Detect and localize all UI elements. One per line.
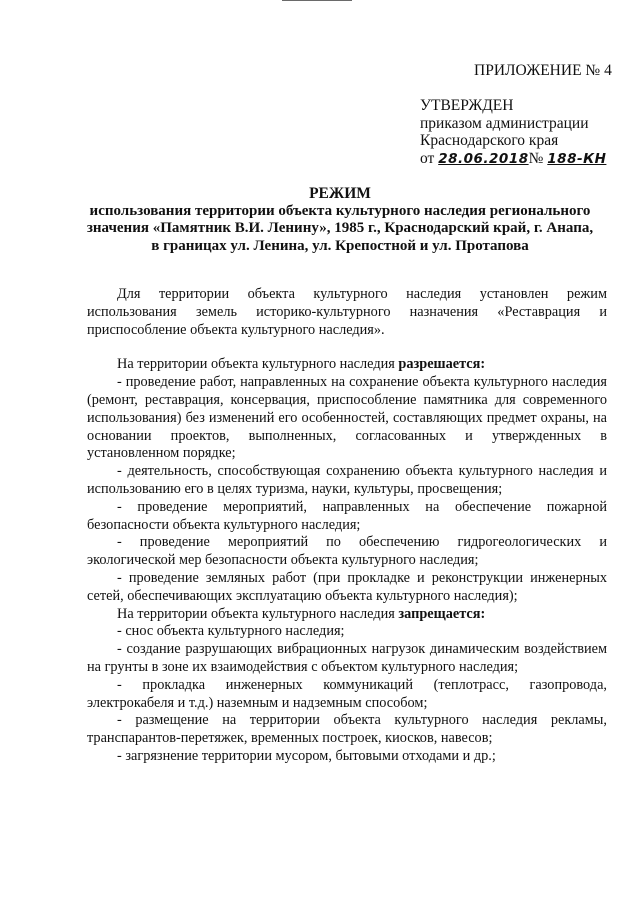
order-line-1: приказом администрации [420,114,589,132]
list-item: - размещение на территории объекта культурного наследия рекламы, транспарантов-перетяжек, временных построек, киосков, навесов; [87,712,607,747]
approved-heading: УТВЕРЖДЕН [420,97,514,114]
forbidden-list [87,623,607,765]
title-line-1: использования территории объекта культурного наследия регионального [89,202,591,219]
approval-block [420,97,606,168]
list-item: - проведение работ, направленных на сохранение объекта культурного наследия (ремонт, реставрация, консервация, приспособление памятника для современного использования) без изменений его особенностей, составляющих предмет охраны, на основании проектов, выполненных, согласованных и утвержденных в установленном порядке; [87,374,607,462]
list-item: - прокладка инженерных коммуникаций (теплотрасс, газопровода, электрокабеля и т.д.) наземным и надземным способом; [87,676,607,711]
document-body [87,286,607,766]
title-main: РЕЖИМ [309,185,371,202]
order-date-line [420,150,606,169]
list-item: - снос объекта культурного наследия; [117,623,345,640]
allowed-lead: На территории объекта культурного наследия [117,356,395,373]
forbidden-lead: На территории объекта культурного наследия [117,605,395,622]
list-item: - загрязнение территории мусором, бытовыми отходами и др.; [117,747,496,764]
allowed-list [87,374,607,605]
forbidden-heading [87,606,607,624]
allowed-heading [87,356,607,374]
intro-paragraph: Для территории объекта культурного наследия установлен режим использования земель историко-культурного назначения «Реставрация и приспособление объекта культурного наследия». [87,286,607,338]
list-item: - проведение мероприятий по обеспечению гидрогеологических и экологической мер безопасности объекта культурного наследия; [87,534,607,569]
title-line-2: значения «Памятник В.И. Ленину», 1985 г., Краснодарский край, г. Анапа, [86,220,594,236]
handwritten-number: 188-КН [547,150,607,167]
list-item: - создание разрушающих вибрационных нагрузок динамическим воздействием на грунты в зоне их взаимодействия с объектом культурного наследия; [87,641,607,675]
order-line-2: Краснодарского края [420,132,559,149]
title-line-3: в границах ул. Ленина, ул. Крепостной и ул. Протапова [151,237,529,254]
appendix-label: ПРИЛОЖЕНИЕ № 4 [474,62,612,79]
list-item: - проведение мероприятий, направленных на обеспечение пожарной безопасности объекта культурного наследия; [87,498,607,533]
number-prefix: № [528,149,544,167]
handwritten-date: 28.06.2018 [438,150,529,167]
date-prefix: от [420,149,435,167]
forbidden-keyword: запрещается: [398,605,486,622]
paragraph-gap [87,339,607,356]
document-title [60,185,620,255]
list-item: - проведение земляных работ (при прокладке и реконструкции инженерных сетей, обеспечивающих эксплуатацию объекта культурного наследия); [87,569,607,604]
list-item: - деятельность, способствующая сохранению объекта культурного наследия и использованию его в целях туризма, науки, культуры, просвещения; [87,463,607,497]
allowed-keyword: разрешается: [398,356,486,373]
scan-artifact-line [282,0,352,1]
